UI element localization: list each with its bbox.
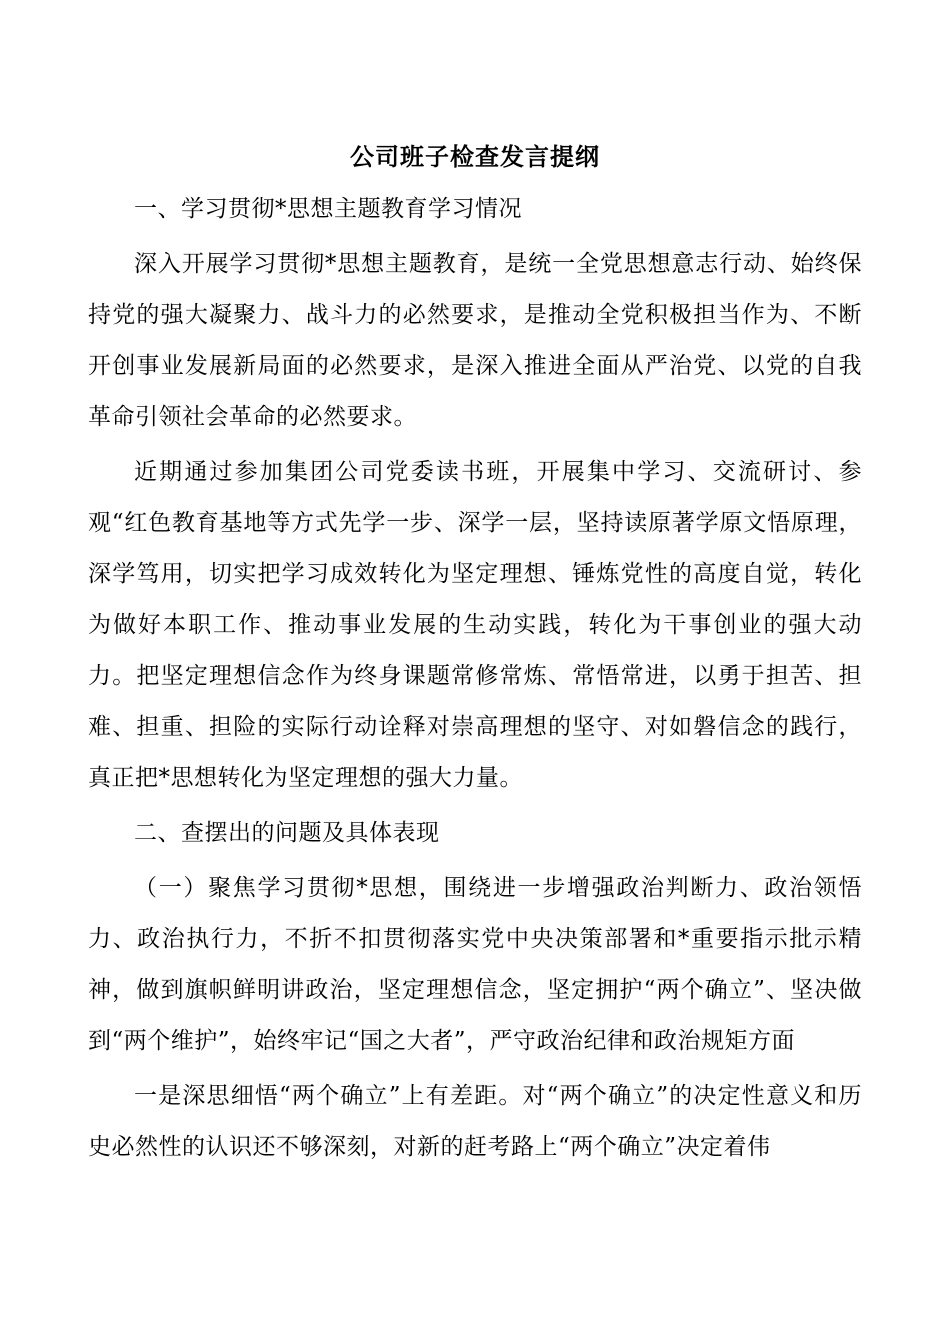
paragraph-2: 近期通过参加集团公司党委读书班，开展集中学习、交流研讨、参观“红色教育基地等方式先学一步、深学一层，坚持读原著学原文悟原理，深学笃用，切实把学习成效转化为坚定理想、锤炼党性的高度自觉，转化为做好本职工作、推动事业发展的生动实践，转化为干事创业的强大动力。把坚定理想信念作为终身课题常修常炼、常悟常进，以勇于担苦、担难、担重、担险的实际行动诠释对崇高理想的坚守、对如磐信念的践行，真正把*思想转化为坚定理想的强大力量。	[88, 459, 862, 791]
paragraph-1: 深入开展学习贯彻*思想主题教育，是统一全党思想意志行动、始终保持党的强大凝聚力、战斗力的必然要求，是推动全党积极担当作为、不断开创事业发展新局面的必然要求，是深入推进全面从严治党、以党的自我革命引领社会革命的必然要求。	[88, 251, 862, 430]
section-heading-2: 二、查摆出的问题及具体表现	[134, 820, 440, 846]
document-page	[88, 134, 862, 1177]
paragraph-3: （一）聚焦学习贯彻*思想，围绕进一步增强政治判断力、政治领悟力、政治执行力，不折不扣贯彻落实党中央决策部署和*重要指示批示精神，做到旗帜鲜明讲政治，坚定理想信念，坚定拥护“两个确立”、坚决做到“两个维护”，始终牢记“国之大者”，严守政治纪律和政治规矩方面	[88, 875, 862, 1054]
document-title: 公司班子检查发言提纲	[350, 142, 600, 171]
paragraph-4: 一是深思细悟“两个确立”上有差距。对“两个确立”的决定性意义和历史必然性的认识还不够深刻，对新的赶考路上“两个确立”决定着伟	[88, 1083, 862, 1160]
section-heading-1: 一、学习贯彻*思想主题教育学习情况	[134, 196, 522, 222]
